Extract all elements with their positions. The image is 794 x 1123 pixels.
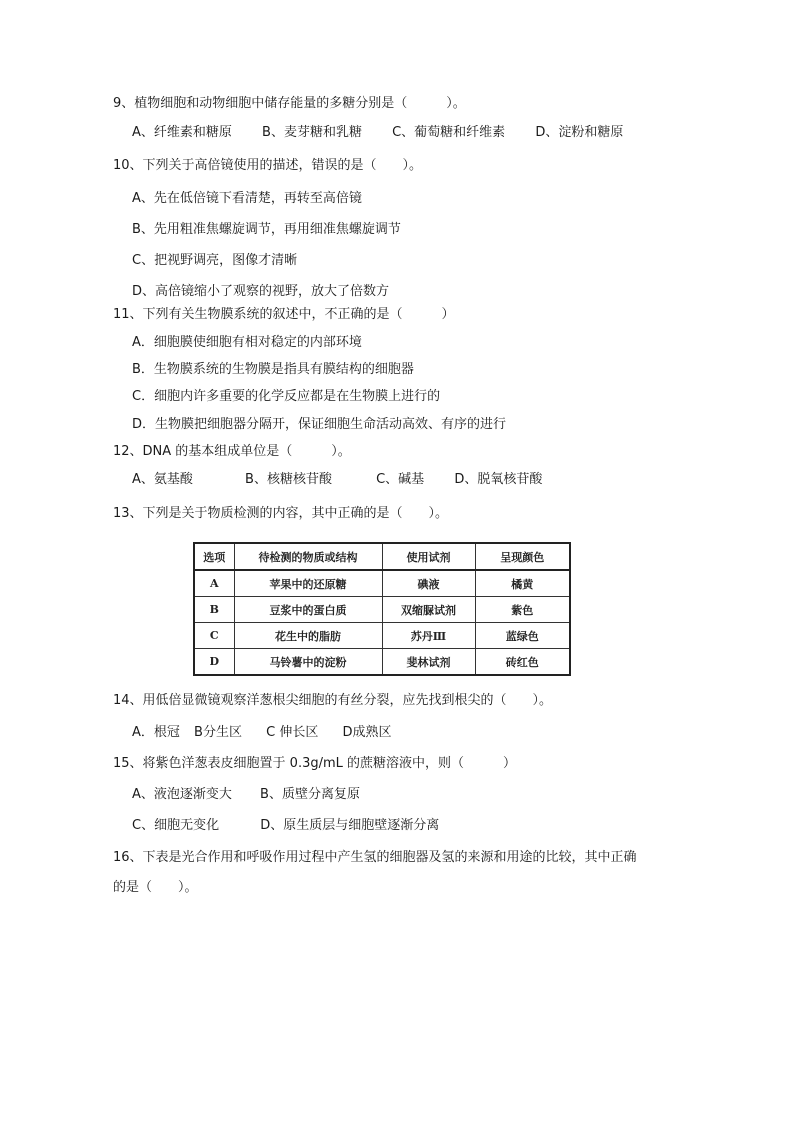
table-header-color: 呈现颜色: [475, 543, 570, 570]
q13-stem: 13、下列是关于物质检测的内容，其中正确的是（ ）。: [113, 506, 449, 521]
table-row: [194, 649, 570, 676]
q15-options-row1: [132, 787, 360, 803]
table-cell: D: [194, 649, 234, 676]
q10-stem: 10、下列关于高倍镜使用的描述，错误的是（ ）。: [113, 158, 423, 173]
table-cell: B: [194, 597, 234, 623]
q15-option-c: C、细胞无变化: [132, 818, 220, 833]
q15-option-d: D、原生质层与细胞壁逐渐分离: [260, 818, 440, 833]
q12-option-d: D、脱氧核苷酸: [454, 472, 543, 487]
q10-option-d: D、高倍镜缩小了观察的视野，放大了倍数方: [132, 284, 390, 299]
q10-option-c: C、把视野调亮，图像才清晰: [132, 253, 298, 268]
table-header-substance: 待检测的物质或结构: [234, 543, 382, 570]
table-cell: 紫色: [475, 597, 570, 623]
q14-option-b: B分生区: [194, 725, 242, 740]
table-cell: 斐林试剂: [382, 649, 475, 676]
table-header-row: [194, 543, 570, 570]
q13-table: [193, 542, 571, 676]
q14-option-c: C 伸长区: [266, 725, 319, 740]
table-cell: 豆浆中的蛋白质: [234, 597, 382, 623]
q12-option-a: A、氨基酸: [132, 472, 193, 487]
q12-option-c: C、碱基: [376, 472, 425, 487]
q9-stem: 9、植物细胞和动物细胞中储存能量的多糖分别是（ ）。: [113, 96, 466, 111]
q14-stem: 14、用低倍显微镜观察洋葱根尖细胞的有丝分裂，应先找到根尖的（ ）。: [113, 693, 553, 708]
q9-options: [132, 125, 623, 141]
q15-stem: 15、将紫色洋葱表皮细胞置于 0.3g/mL 的蔗糖溶液中，则（ ）: [113, 756, 517, 771]
table-cell: 双缩脲试剂: [382, 597, 475, 623]
q11-option-a: A．细胞膜使细胞有相对稳定的内部环境: [132, 335, 362, 350]
table-row: [194, 597, 570, 623]
q14-option-a: A．根冠: [132, 725, 180, 740]
q11-option-d: D．生物膜把细胞器分隔开，保证细胞生命活动高效、有序的进行: [132, 417, 507, 432]
q15-options-row2: [132, 818, 439, 834]
table-cell: 碘液: [382, 570, 475, 597]
q9-option-b: B、麦芽糖和乳糖: [262, 125, 362, 140]
table-row: [194, 570, 570, 597]
q16-stem-line1: 16、下表是光合作用和呼吸作用过程中产生氢的细胞器及氢的来源和用途的比较，其中正确: [113, 850, 637, 865]
q11-stem: 11、下列有关生物膜系统的叙述中，不正确的是（ ）: [113, 307, 455, 322]
table-cell: 花生中的脂肪: [234, 623, 382, 649]
q12-stem: 12、DNA 的基本组成单位是（ ）。: [113, 444, 351, 459]
table-row: [194, 623, 570, 649]
q14-option-d: D成熟区: [342, 725, 392, 740]
table-cell: 苹果中的还原糖: [234, 570, 382, 597]
table-header-option: 选项: [194, 543, 234, 570]
table-cell: 马铃薯中的淀粉: [234, 649, 382, 676]
table-cell: 橘黄: [475, 570, 570, 597]
q10-option-b: B、先用粗准焦螺旋调节，再用细准焦螺旋调节: [132, 222, 401, 237]
table-header-reagent: 使用试剂: [382, 543, 475, 570]
q12-option-b: B、核糖核苷酸: [245, 472, 332, 487]
q15-option-a: A、液泡逐渐变大: [132, 787, 232, 802]
table-cell: 苏丹Ⅲ: [382, 623, 475, 649]
table-cell: 砖红色: [475, 649, 570, 676]
q14-options: [132, 725, 391, 741]
q9-option-a: A、纤维素和糖原: [132, 125, 232, 140]
q9-option-d: D、淀粉和糖原: [535, 125, 624, 140]
q15-option-b: B、质壁分离复原: [260, 787, 360, 802]
table-cell: C: [194, 623, 234, 649]
table-cell: A: [194, 570, 234, 597]
q10-option-a: A、先在低倍镜下看清楚，再转至高倍镜: [132, 191, 362, 206]
table-cell: 蓝绿色: [475, 623, 570, 649]
q12-options: [132, 472, 542, 488]
q11-option-c: C．细胞内许多重要的化学反应都是在生物膜上进行的: [132, 389, 441, 404]
q11-option-b: B．生物膜系统的生物膜是指具有膜结构的细胞器: [132, 362, 414, 377]
q9-option-c: C、葡萄糖和纤维素: [392, 125, 506, 140]
q16-stem-line2: 的是（ ）。: [113, 880, 198, 895]
